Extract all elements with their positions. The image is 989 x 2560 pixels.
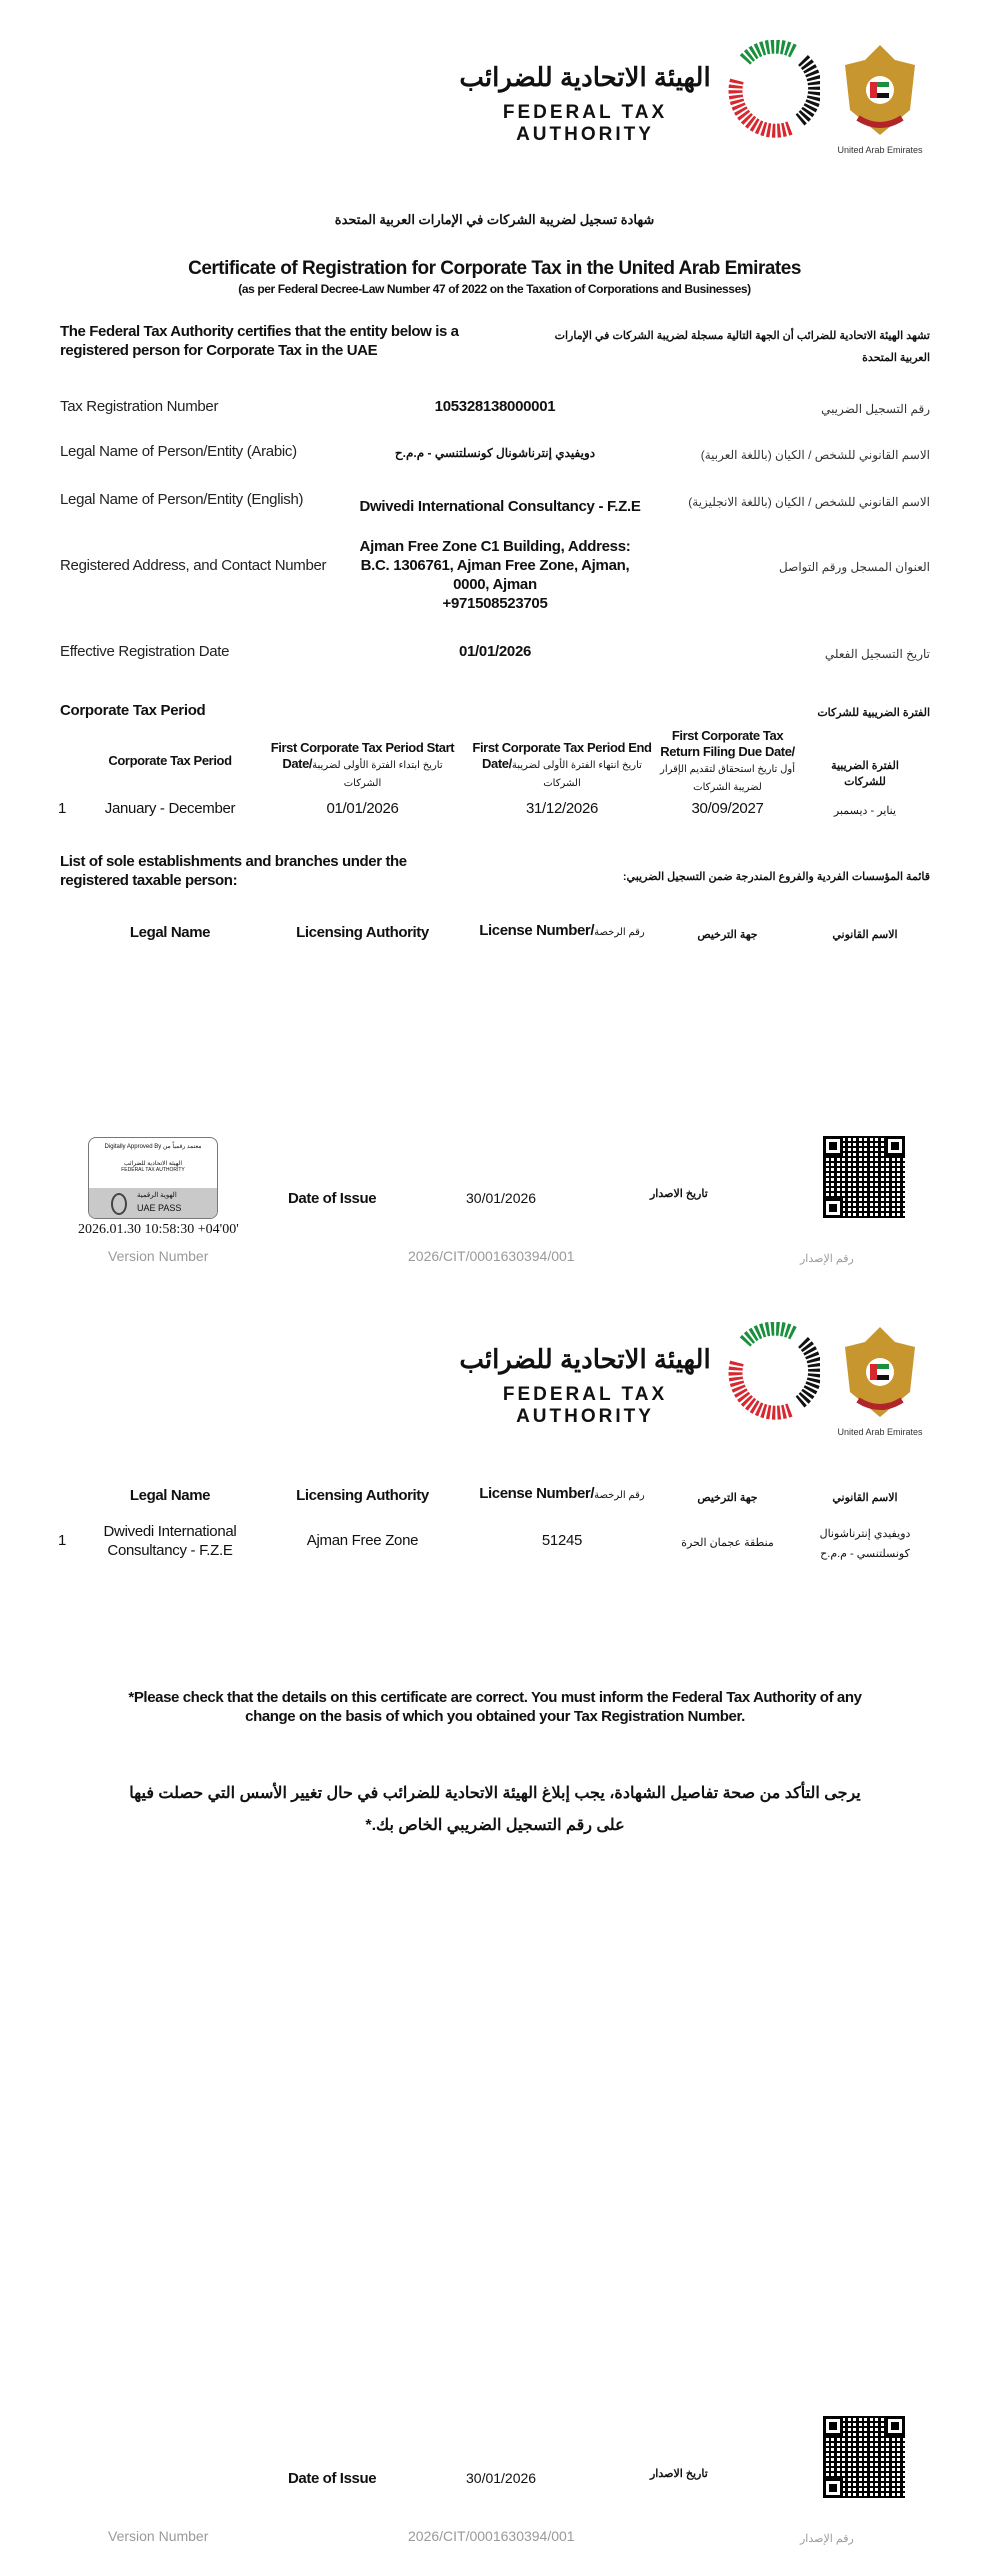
fta-header — [420, 40, 940, 170]
th-period-text: Corporate Tax Period — [108, 753, 232, 768]
th-licensing-authority-ar: جهة الترخيص — [697, 929, 758, 941]
th-due-ar: أول تاريخ استحقاق لتقديم الإقرار لضريبة الشركات — [660, 764, 795, 793]
version-number-label-ar: رقم الإصدار — [800, 1253, 854, 1265]
effective-date-label: Effective Registration Date — [60, 643, 230, 660]
uae-pass-ar: الهوية الرقمية — [137, 1192, 177, 1199]
approved-by-text: Digitally Approved By — [104, 1144, 162, 1150]
th-license-number-text: License Number/ — [479, 922, 595, 939]
uae-pass-label: UAE PASS — [137, 1203, 182, 1213]
row-index: 1 — [58, 800, 67, 817]
approved-by-ar: معتمد رقمياً من — [162, 1144, 202, 1150]
th-licensing-authority: Licensing Authority — [296, 924, 429, 941]
branch-legal-name: Dwivedi International Consultancy - F.Z.E — [103, 1523, 237, 1559]
row-due: 30/09/2027 — [691, 800, 764, 817]
fta-logo-icon — [725, 1322, 820, 1422]
emblem-caption: United Arab Emirates — [837, 1427, 923, 1437]
legal-name-english-label-ar: الاسم القانوني للشخص / الكيان (باللغة الانجليزية) — [688, 495, 930, 509]
date-of-issue-label-ar: تاريخ الاصدار — [650, 1188, 708, 1200]
signature-timestamp: 2026.01.30 10:58:30 +04'00' — [78, 1222, 239, 1237]
notice-arabic: يرجى التأكد من صحة تفاصيل الشهادة، يجب إبلاغ الهيئة الاتحادية للضرائب في حال تغيير الأسس التي حصلت فيها على رقم التسجيل الضريبي الخاص بك.* — [129, 1785, 861, 1834]
th-start-text: First Corporate Tax Period Start Date/ — [270, 740, 455, 771]
digital-signature-stamp — [88, 1137, 218, 1219]
row-end: 31/12/2026 — [525, 800, 599, 817]
fta-logo-english: FEDERAL TAX AUTHORITY — [502, 1384, 668, 1427]
emblem-caption: United Arab Emirates — [837, 145, 923, 155]
version-number-label-ar: رقم الإصدار — [800, 2533, 854, 2545]
fta-header-page-2 — [420, 1322, 940, 1452]
th-end-ar: تاريخ انتهاء الفترة الأولى لضريبة الشركات — [511, 760, 642, 789]
fingerprint-icon — [111, 1193, 127, 1215]
fta-logo-arabic: الهيئة الاتحادية للضرائب — [459, 62, 711, 92]
th-end-text: First Corporate Tax Period End Date/ — [472, 740, 652, 771]
title-arabic: شهادة تسجيل لضريبة الشركات في الإمارات العربية المتحدة — [334, 212, 655, 227]
legal-name-arabic-value: دويفيدي إنترناشونال كونسلتنسي - م.م.ح — [394, 446, 596, 460]
date-of-issue-value: 30/01/2026 — [466, 2470, 537, 2486]
uae-pass-band — [89, 1188, 217, 1218]
notice-english: *Please check that the details on this certificate are correct. You must inform the Federal Tax Authority of any change on the basis of which you obtained your Tax Registration Number. — [128, 1689, 862, 1725]
qr-code[interactable] — [823, 2416, 905, 2498]
date-of-issue-label: Date of Issue — [288, 1190, 377, 1207]
fta-logo-english: FEDERAL TAX AUTHORITY — [502, 102, 668, 145]
th-due-text: First Corporate Tax Return Filing Due Date/ — [660, 728, 795, 759]
branch-licensing-authority-ar: منطقة عجمان الحرة — [681, 1537, 774, 1549]
branch-legal-name-ar: دويفيدي إنترناشونال كونسلتنسي - م.م.ح — [819, 1528, 911, 1560]
uae-emblem-icon — [840, 1322, 920, 1422]
branches-heading: List of sole establishments and branches under the registered taxable person: — [60, 853, 407, 889]
version-number-label: Version Number — [108, 2528, 209, 2544]
th-license-number-ar: رقم الرخصة — [594, 927, 645, 938]
th-due — [655, 728, 800, 796]
th-legal-name: Legal Name — [129, 1487, 211, 1504]
trn-label: Tax Registration Number — [60, 398, 219, 415]
certifies-statement-arabic: تشهد الهيئة الاتحادية للضرائب أن الجهة التالية مسجلة لضريبة الشركات في الإمارات العربية المتحدة — [554, 330, 930, 364]
legal-name-english-label: Legal Name of Person/Entity (English) — [60, 491, 304, 508]
th-period — [90, 753, 250, 769]
th-start-ar: تاريخ ابتداء الفترة الأولى لضريبة الشركات — [312, 760, 443, 789]
contact-number: +971508523705 — [442, 595, 548, 612]
trn-label-arabic: رقم التسجيل الضريبي — [821, 402, 930, 416]
version-number-label: Version Number — [108, 1248, 209, 1264]
effective-date-label-ar: تاريخ التسجيل الفعلي — [824, 647, 930, 661]
tax-period-heading: Corporate Tax Period — [60, 702, 206, 719]
row-period: January - December — [104, 800, 236, 817]
th-legal-name-ar: الاسم القانوني — [832, 929, 898, 941]
version-number-value: 2026/CIT/0001630394/001 — [408, 2528, 575, 2544]
stamp-authority-ar: الهيئة الاتحادية للضرائب — [123, 1161, 182, 1167]
th-license-number-ar: رقم الرخصة — [594, 1490, 645, 1501]
th-end — [467, 740, 657, 792]
address-label: Registered Address, and Contact Number — [60, 557, 327, 574]
page-title: Certificate of Registration for Corporate Tax in the United Arab Emirates — [188, 258, 801, 279]
uae-emblem-icon — [840, 40, 920, 140]
date-of-issue-value: 30/01/2026 — [466, 1190, 537, 1206]
fta-logo-arabic: الهيئة الاتحادية للضرائب — [459, 1344, 711, 1374]
page-subtitle: (as per Federal Decree-Law Number 47 of 2022 on the Taxation of Corporations and Businesses) — [238, 282, 751, 296]
trn-value: 105328138000001 — [434, 398, 556, 415]
th-license-number — [467, 1486, 657, 1504]
effective-date-value: 01/01/2026 — [458, 643, 532, 660]
branches-heading-ar: قائمة المؤسسات الفردية والفروع المندرجة ضمن التسجيل الضريبي: — [622, 871, 930, 883]
th-license-number — [467, 923, 657, 941]
tax-period-heading-ar: الفترة الضريبية للشركات — [817, 707, 930, 719]
version-number-value: 2026/CIT/0001630394/001 — [408, 1248, 575, 1264]
legal-name-arabic-label-ar: الاسم القانوني للشخص / الكيان (باللغة العربية) — [700, 448, 930, 462]
branch-index: 1 — [58, 1532, 67, 1549]
address-value: Ajman Free Zone C1 Building, Address: B.C. 1306761, Ajman Free Zone, Ajman, 0000, Ajman — [359, 538, 631, 593]
th-legal-name-ar: الاسم القانوني — [832, 1492, 898, 1504]
certifies-statement: The Federal Tax Authority certifies that the entity below is a registered person for Corporate Tax in the UAE — [60, 323, 459, 359]
th-start — [265, 740, 460, 792]
stamp-authority-en: FEDERAL TAX AUTHORITY — [121, 1167, 185, 1173]
date-of-issue-label-ar: تاريخ الاصدار — [650, 2468, 708, 2480]
th-legal-name: Legal Name — [129, 924, 211, 941]
legal-name-english-value: Dwivedi International Consultancy - F.Z.E — [359, 498, 641, 515]
th-period-ar: الفترة الضريبية للشركات — [831, 760, 899, 788]
th-licensing-authority-ar: جهة الترخيص — [697, 1492, 758, 1504]
approved-by — [89, 1143, 217, 1150]
legal-name-arabic-label: Legal Name of Person/Entity (Arabic) — [60, 443, 297, 460]
fta-logo-icon — [725, 40, 820, 140]
row-period-ar: يناير - ديسمبر — [833, 805, 897, 817]
qr-code[interactable] — [823, 1136, 905, 1218]
branch-licensing-authority: Ajman Free Zone — [306, 1532, 419, 1549]
date-of-issue-label: Date of Issue — [288, 2470, 377, 2487]
th-licensing-authority: Licensing Authority — [296, 1487, 429, 1504]
branch-license-number: 51245 — [541, 1532, 583, 1549]
row-start: 01/01/2026 — [326, 800, 399, 817]
th-license-number-text: License Number/ — [479, 1485, 595, 1502]
address-label-ar: العنوان المسجل ورقم التواصل — [779, 560, 930, 574]
